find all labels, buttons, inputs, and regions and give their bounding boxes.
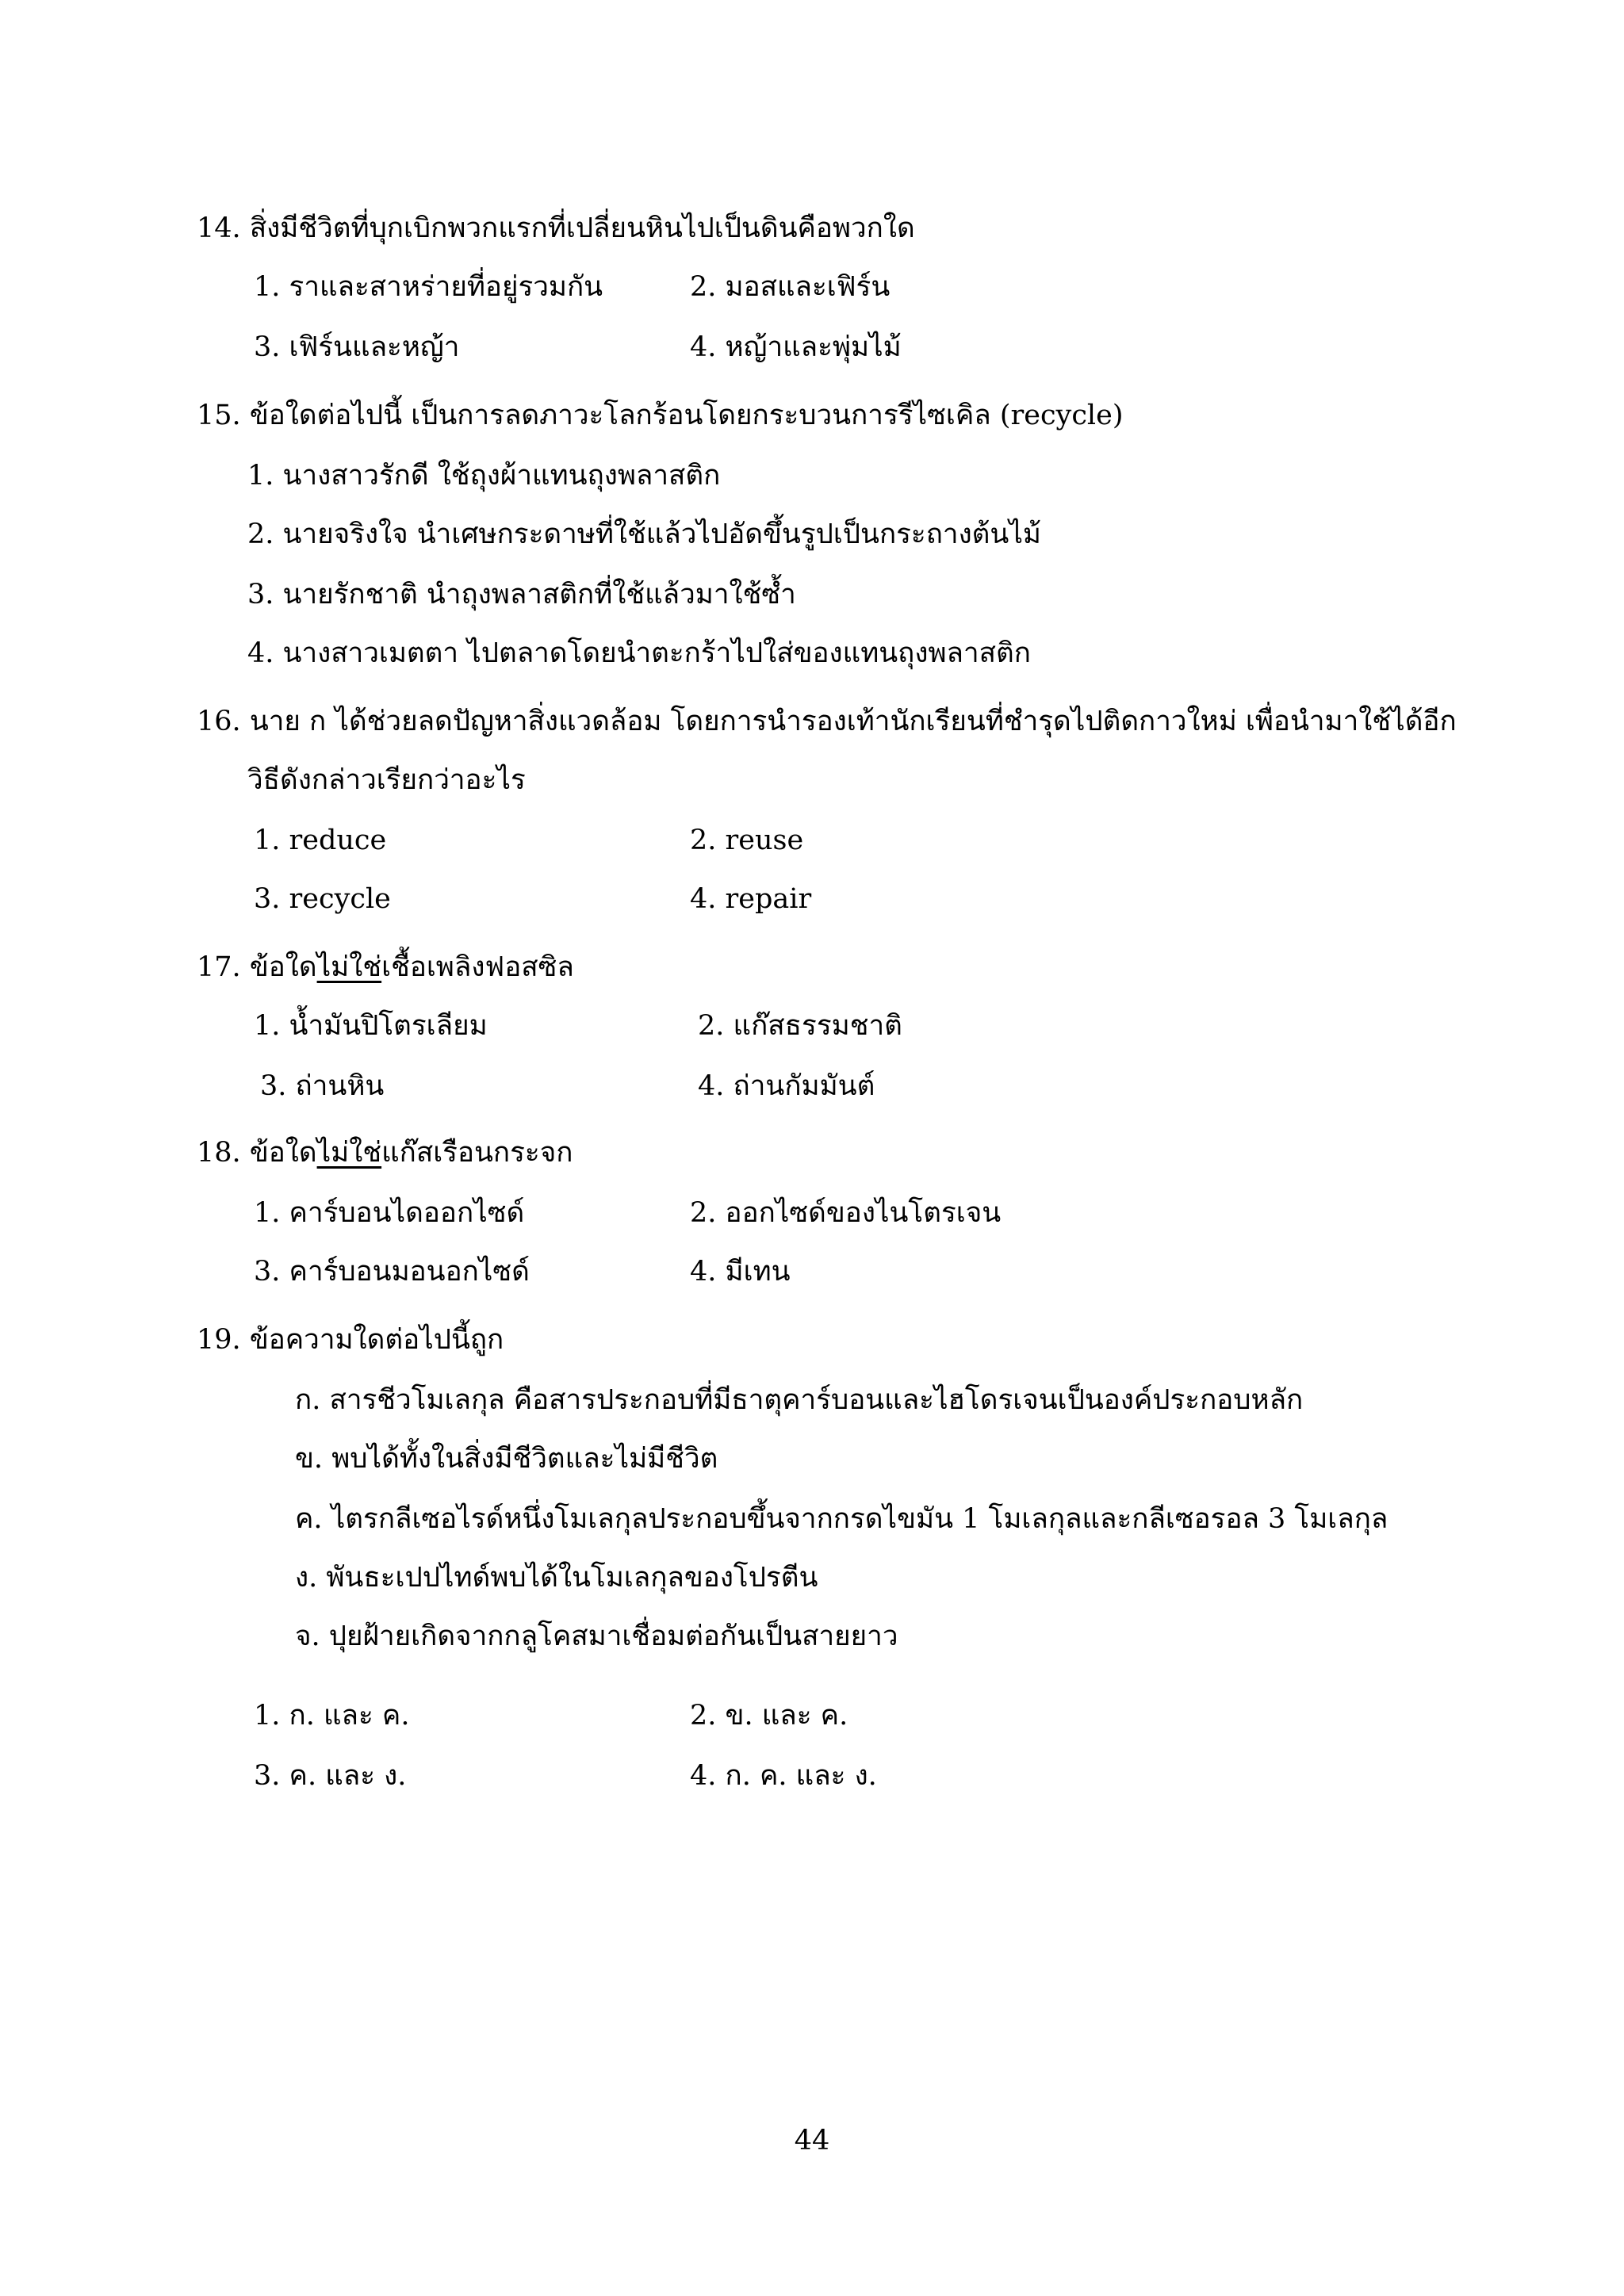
- option: [690, 1194, 1001, 1232]
- question-text: ข้อใดต่อไปนี้ เป็นการลดภาวะโลกร้อนโดยกระบวนการรีไซเคิล (recycle): [249, 400, 1124, 431]
- option: [254, 821, 386, 859]
- option: [247, 457, 720, 495]
- question-text: [250, 951, 574, 983]
- option-text: น้ำมันปิโตรเลียม: [289, 1010, 488, 1042]
- option-text: ถ่านกัมมันต์: [733, 1070, 875, 1102]
- option-number: 2.: [690, 1197, 717, 1229]
- statement-label: ก.: [295, 1384, 321, 1416]
- question-text-after: เชื้อเพลิงฟอสซิล: [381, 951, 574, 983]
- option-number: 1.: [254, 1197, 281, 1229]
- statement-text: ปุยฝ้ายเกิดจากกลูโคสมาเชื่อมต่อกันเป็นสายยาว: [328, 1621, 898, 1652]
- option-text: ก. และ ค.: [289, 1700, 410, 1732]
- option-number: 4.: [690, 331, 717, 363]
- option: [247, 576, 796, 614]
- option-text: นางสาวรักดี ใช้ถุงผ้าแทนถุงพลาสติก: [282, 460, 721, 492]
- statement-label: ง.: [295, 1562, 318, 1594]
- option-number: 3.: [254, 883, 281, 915]
- question-number: 14.: [197, 212, 241, 244]
- question-17: [197, 948, 574, 986]
- option-text: ถ่านหิน: [295, 1070, 385, 1102]
- option-number: 4.: [698, 1070, 725, 1102]
- statement-label: ค.: [295, 1503, 323, 1535]
- question-number: 16.: [197, 706, 241, 737]
- option-number: 3.: [260, 1070, 287, 1102]
- question-text-before: ข้อใด: [249, 1137, 317, 1169]
- statement: [295, 1559, 818, 1597]
- option-number: 2.: [690, 271, 717, 303]
- option-number: 4.: [690, 883, 717, 915]
- option-text: คาร์บอนไดออกไซด์: [289, 1197, 525, 1229]
- statement: [295, 1617, 898, 1655]
- option: [247, 515, 1041, 553]
- option-text: มีเทน: [725, 1256, 791, 1288]
- option: [690, 268, 890, 306]
- question-text-after: แก๊สเรือนกระจก: [381, 1137, 573, 1169]
- option: [690, 1253, 791, 1291]
- statement: [295, 1500, 1388, 1538]
- option-text: ค. และ ง.: [289, 1760, 407, 1792]
- question-15: [197, 396, 1124, 434]
- option-number: 4.: [247, 637, 274, 669]
- question-number: 19.: [197, 1324, 241, 1356]
- question-text-underlined: ไม่ใช่: [316, 1137, 382, 1169]
- option: [254, 1253, 530, 1291]
- option: [247, 634, 1031, 672]
- option-number: 2.: [690, 825, 717, 856]
- option-number: 1.: [254, 271, 281, 303]
- option-text: repair: [725, 883, 812, 915]
- statement-label: ข.: [295, 1443, 324, 1475]
- page-number: 44: [794, 2125, 830, 2156]
- option-text: ออกไซด์ของไนโตรเจน: [725, 1197, 1002, 1229]
- statement-label: จ.: [295, 1621, 320, 1652]
- option: [254, 1757, 406, 1795]
- option: [690, 1697, 848, 1735]
- option: [698, 1067, 875, 1105]
- statement: [295, 1381, 1303, 1419]
- question-19: [197, 1321, 504, 1359]
- option-number: 3.: [254, 1256, 281, 1288]
- question-number: 15.: [197, 400, 241, 431]
- question-text: [250, 1137, 573, 1169]
- statement-text: ไตรกลีเซอไรด์หนึ่งโมเลกุลประกอบขึ้นจากกรดไขมัน 1 โมเลกุลและกลีเซอรอล 3 โมเลกุล: [331, 1503, 1388, 1535]
- option-number: 2.: [690, 1700, 717, 1732]
- option: [690, 821, 803, 859]
- option-text: มอสและเฟิร์น: [725, 271, 891, 303]
- question-text-before: ข้อใด: [249, 951, 317, 983]
- option-text: reduce: [289, 825, 387, 856]
- option: [254, 328, 459, 366]
- option-number: 1.: [254, 1700, 281, 1732]
- option: [254, 1194, 524, 1232]
- option-text: คาร์บอนมอนอกไซด์: [289, 1256, 530, 1288]
- question-text-continued: วิธีดังกล่าวเรียกว่าอะไร: [247, 764, 526, 796]
- option: [690, 1757, 877, 1795]
- statement-text: พบได้ทั้งในสิ่งมีชีวิตและไม่มีชีวิต: [331, 1443, 718, 1475]
- option-number: 4.: [690, 1256, 717, 1288]
- option-text: นายจริงใจ นำเศษกระดาษที่ใช้แล้วไปอัดขึ้นรูปเป็นกระถางต้นไม้: [282, 519, 1041, 550]
- question-number: 18.: [197, 1137, 241, 1169]
- option-text: แก๊สธรรมชาติ: [733, 1010, 902, 1042]
- question-16: [197, 702, 1457, 740]
- option-text: ราและสาหร่ายที่อยู่รวมกัน: [289, 271, 603, 303]
- option-text: เฟิร์นและหญ้า: [289, 331, 460, 363]
- option-number: 4.: [690, 1760, 717, 1792]
- option-number: 1.: [254, 825, 281, 856]
- option-text: ข. และ ค.: [725, 1700, 848, 1732]
- option-text: หญ้าและพุ่มไม้: [725, 331, 902, 363]
- question-number: 17.: [197, 951, 241, 983]
- option: [254, 880, 391, 918]
- statement-text: พันธะเปปไทด์พบได้ในโมเลกุลของโปรตีน: [326, 1562, 818, 1594]
- option-number: 2.: [698, 1010, 725, 1042]
- question-text-underlined: ไม่ใช่: [316, 951, 382, 983]
- option-number: 3.: [247, 579, 274, 610]
- option-number: 3.: [254, 331, 281, 363]
- option-text: reuse: [725, 825, 804, 856]
- option: [698, 1007, 902, 1045]
- statement: [295, 1440, 718, 1478]
- option-text: นางสาวเมตตา ไปตลาดโดยนำตะกร้าไปใส่ของแทนถุงพลาสติก: [282, 637, 1031, 669]
- option: [690, 880, 811, 918]
- option-number: 3.: [254, 1760, 281, 1792]
- question-text: สิ่งมีชีวิตที่บุกเบิกพวกแรกที่เปลี่ยนหินไปเป็นดินคือพวกใด: [249, 212, 915, 244]
- option-text: ก. ค. และ ง.: [725, 1760, 877, 1792]
- option: [260, 1067, 384, 1105]
- option: [254, 268, 603, 306]
- option: [690, 328, 902, 366]
- option-text: recycle: [289, 883, 391, 915]
- question-text: นาย ก ได้ช่วยลดปัญหาสิ่งแวดล้อม โดยการนำรองเท้านักเรียนที่ชำรุดไปติดกาวใหม่ เพื่อนำมาใช้ได้อีก: [249, 706, 1457, 737]
- option: [254, 1007, 488, 1045]
- option-text: นายรักชาติ นำถุงพลาสติกที่ใช้แล้วมาใช้ซ้ำ: [282, 579, 796, 610]
- option-number: 2.: [247, 519, 274, 550]
- option: [254, 1697, 409, 1735]
- question-text: ข้อความใดต่อไปนี้ถูก: [249, 1324, 504, 1356]
- option-number: 1.: [247, 460, 274, 492]
- statement-text: สารชีวโมเลกุล คือสารประกอบที่มีธาตุคาร์บอนและไฮโดรเจนเป็นองค์ประกอบหลัก: [329, 1384, 1304, 1416]
- question-18: [197, 1134, 573, 1172]
- option-number: 1.: [254, 1010, 281, 1042]
- question-14: [197, 209, 915, 247]
